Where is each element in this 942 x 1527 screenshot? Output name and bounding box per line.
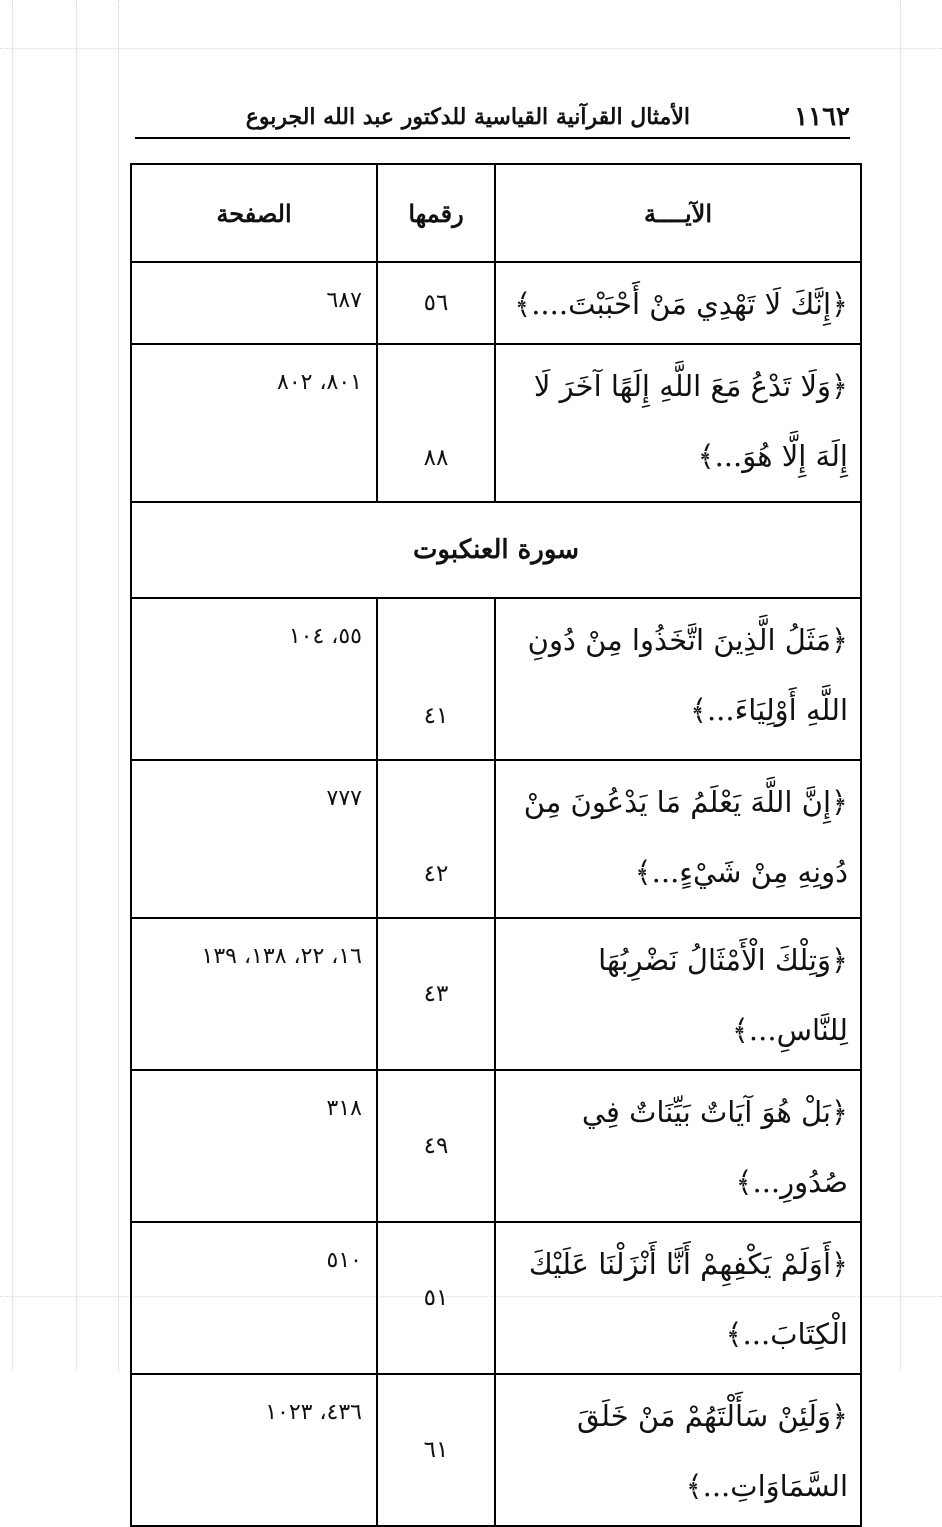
number-cell: ٥١ [377,1222,495,1374]
number-cell: ٤٣ [377,918,495,1070]
scan-guide-line [0,48,942,49]
running-title: الأمثال القرآنية القياسية للدكتور عبد الله الجربوع [245,104,690,130]
table-row [131,918,861,1070]
table-row [131,1222,861,1374]
page-cell: ١٦، ٢٢، ١٣٨، ١٣٩ [131,918,377,1070]
scan-guide-line [12,0,13,1372]
header-ayah: الآيــــة [495,164,861,262]
page-cell: ٣١٨ [131,1070,377,1222]
number-cell: ٤١ [377,598,495,760]
scan-guide-line [900,0,901,1372]
page-header [135,100,850,140]
page-cell: ٧٧٧ [131,760,377,918]
surah-heading-row [131,502,861,598]
table-row [131,262,861,344]
page-cell: ٤٣٦، ١٠٢٣ [131,1374,377,1526]
header-rule [135,137,850,139]
ayah-cell: ﴿إِنَّكَ لَا تَهْدِي مَنْ أَحْبَبْتَ....﴾ [495,262,861,344]
scan-guide-line [76,0,77,1372]
table-row [131,1070,861,1222]
table-row [131,1374,861,1526]
table-row [131,760,861,918]
page-cell: ٥٥، ١٠٤ [131,598,377,760]
ayah-cell: ﴿إِنَّ اللَّهَ يَعْلَمُ مَا يَدْعُونَ مِنْ دُونِهِ مِنْ شَيْءٍ...﴾ [495,760,861,918]
table-row [131,344,861,502]
number-cell: ٨٨ [377,344,495,502]
page-cell: ٦٨٧ [131,262,377,344]
ayah-cell: ﴿وَتِلْكَ الْأَمْثَالُ نَضْرِبُهَا لِلنَّاسِ...﴾ [495,918,861,1070]
scan-guide-line [118,0,119,1372]
ayah-cell: ﴿وَلَئِنْ سَأَلْتَهُمْ مَنْ خَلَقَ السَّمَاوَاتِ...﴾ [495,1374,861,1526]
page-cell: ٥١٠ [131,1222,377,1374]
number-cell: ٤٢ [377,760,495,918]
surah-title: سورة العنكبوت [131,502,861,598]
ayah-cell: ﴿بَلْ هُوَ آيَاتٌ بَيِّنَاتٌ فِي صُدُورِ...﴾ [495,1070,861,1222]
page-cell: ٨٠١، ٨٠٢ [131,344,377,502]
number-cell: ٤٩ [377,1070,495,1222]
number-cell: ٥٦ [377,262,495,344]
number-cell: ٦١ [377,1374,495,1526]
table-row [131,598,861,760]
table-header-row [131,164,861,262]
ayah-cell: ﴿أَوَلَمْ يَكْفِهِمْ أَنَّا أَنْزَلْنَا عَلَيْكَ الْكِتَابَ...﴾ [495,1222,861,1374]
page-number: ١١٦٢ [794,102,850,132]
verses-index-table [130,163,860,1527]
ayah-cell: ﴿وَلَا تَدْعُ مَعَ اللَّهِ إِلَهًا آخَرَ لَا إِلَهَ إِلَّا هُوَ...﴾ [495,344,861,502]
ayah-cell: ﴿مَثَلُ الَّذِينَ اتَّخَذُوا مِنْ دُونِ اللَّهِ أَوْلِيَاءَ...﴾ [495,598,861,760]
header-page: الصفحة [131,164,377,262]
header-number: رقمها [377,164,495,262]
